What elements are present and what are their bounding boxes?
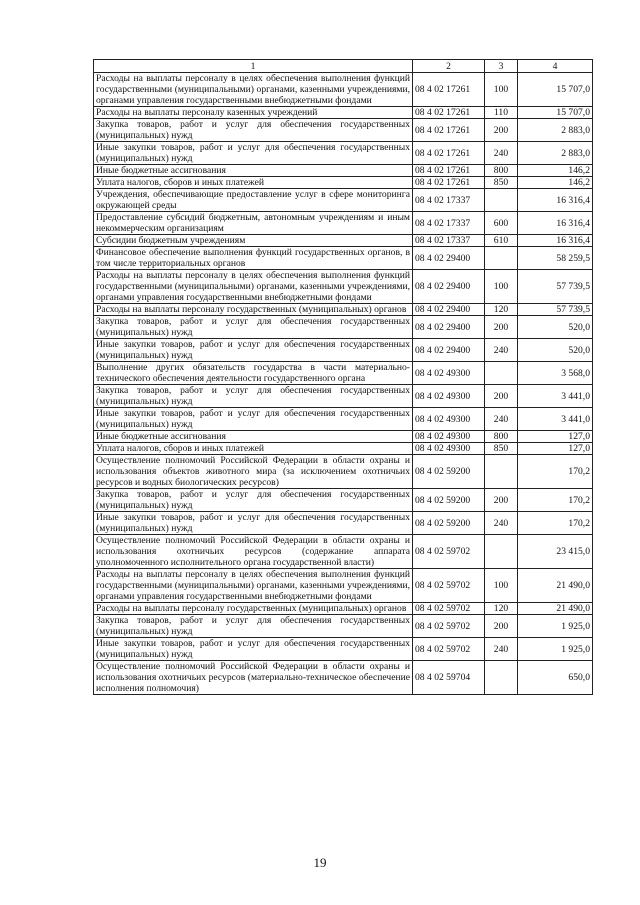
row-expense-type (485, 661, 518, 695)
row-description: Расходы на выплаты персоналу казенных учреждений (94, 107, 413, 119)
row-code: 08 4 02 17261 (413, 142, 485, 165)
row-code: 08 4 02 29400 (413, 247, 485, 270)
row-description: Расходы на выплаты персоналу государственных (муниципальных) органов (94, 603, 413, 615)
row-amount: 2 883,0 (518, 142, 593, 165)
row-amount: 57 739,5 (518, 304, 593, 316)
row-amount: 57 739,5 (518, 270, 593, 304)
row-expense-type: 240 (485, 408, 518, 431)
row-amount: 3 441,0 (518, 408, 593, 431)
row-expense-type: 600 (485, 212, 518, 235)
row-description: Иные закупки товаров, работ и услуг для обеспечения государственных (муниципальных) нужд (94, 512, 413, 535)
row-description: Выполнение других обязательств государства в части материально-технического обеспечения деятельности государственного органа (94, 362, 413, 385)
row-code: 08 4 02 49300 (413, 385, 485, 408)
table-row (94, 385, 593, 408)
table-row (94, 212, 593, 235)
row-description: Уплата налогов, сборов и иных платежей (94, 443, 413, 455)
table-row (94, 165, 593, 177)
row-description: Закупка товаров, работ и услуг для обеспечения государственных (муниципальных) нужд (94, 316, 413, 339)
table-row (94, 316, 593, 339)
column-header: 1 (94, 60, 413, 73)
table-row (94, 119, 593, 142)
row-code: 08 4 02 59702 (413, 603, 485, 615)
row-description: Закупка товаров, работ и услуг для обеспечения государственных (муниципальных) нужд (94, 385, 413, 408)
row-description: Осуществление полномочий Российской Федерации в области охраны и использования охотничьих ресурсов (материально-техническое обеспечение исполнения полномочия) (94, 661, 413, 695)
table-row (94, 569, 593, 603)
row-description: Иные закупки товаров, работ и услуг для обеспечения государственных (муниципальных) нужд (94, 339, 413, 362)
table-row (94, 235, 593, 247)
table-row (94, 489, 593, 512)
row-code: 08 4 02 59702 (413, 638, 485, 661)
table-row (94, 408, 593, 431)
row-code: 08 4 02 59702 (413, 535, 485, 569)
row-expense-type: 800 (485, 431, 518, 443)
row-description: Осуществление полномочий Российской Федерации в области охраны и использования охотничьих ресурсов (содержание аппарата уполномоченного исполнительного органа государственной власти) (94, 535, 413, 569)
row-description: Расходы на выплаты персоналу в целях обеспечения выполнения функций государственными (муниципальными) органами, казенными учреждениями, органами управления государственными внебюджетными фондами (94, 73, 413, 107)
row-amount: 16 316,4 (518, 189, 593, 212)
row-amount: 146,2 (518, 177, 593, 189)
row-expense-type: 100 (485, 569, 518, 603)
row-amount: 170,2 (518, 489, 593, 512)
table-row (94, 142, 593, 165)
row-expense-type (485, 189, 518, 212)
table-row (94, 270, 593, 304)
row-code: 08 4 02 29400 (413, 339, 485, 362)
row-code: 08 4 02 29400 (413, 304, 485, 316)
row-description: Иные закупки товаров, работ и услуг для обеспечения государственных (муниципальных) нужд (94, 638, 413, 661)
row-amount: 16 316,4 (518, 212, 593, 235)
row-amount: 520,0 (518, 339, 593, 362)
row-expense-type: 200 (485, 615, 518, 638)
table-header-row (94, 60, 593, 73)
row-expense-type: 240 (485, 339, 518, 362)
row-code: 08 4 02 17261 (413, 73, 485, 107)
row-description: Иные бюджетные ассигнования (94, 431, 413, 443)
row-expense-type: 120 (485, 603, 518, 615)
row-code: 08 4 02 59200 (413, 455, 485, 489)
row-amount: 15 707,0 (518, 107, 593, 119)
row-description: Закупка товаров, работ и услуг для обеспечения государственных (муниципальных) нужд (94, 489, 413, 512)
row-expense-type: 100 (485, 270, 518, 304)
table-row (94, 339, 593, 362)
row-code: 08 4 02 49300 (413, 362, 485, 385)
row-code: 08 4 02 49300 (413, 443, 485, 455)
table-row (94, 535, 593, 569)
row-code: 08 4 02 59704 (413, 661, 485, 695)
table-row (94, 455, 593, 489)
row-description: Иные бюджетные ассигнования (94, 165, 413, 177)
row-description: Иные закупки товаров, работ и услуг для обеспечения государственных (муниципальных) нужд (94, 142, 413, 165)
table-row (94, 512, 593, 535)
row-amount: 146,2 (518, 165, 593, 177)
row-code: 08 4 02 29400 (413, 316, 485, 339)
row-code: 08 4 02 49300 (413, 431, 485, 443)
row-expense-type: 610 (485, 235, 518, 247)
row-code: 08 4 02 59200 (413, 512, 485, 535)
table-row (94, 638, 593, 661)
row-description: Осуществление полномочий Российской Федерации в области охраны и использования объектов животного мира (за исключением охотничьих ресурсов и водных биологических ресурсов) (94, 455, 413, 489)
table-row (94, 107, 593, 119)
row-description: Расходы на выплаты персоналу государственных (муниципальных) органов (94, 304, 413, 316)
row-code: 08 4 02 17261 (413, 107, 485, 119)
row-code: 08 4 02 17261 (413, 119, 485, 142)
column-header: 2 (413, 60, 485, 73)
table-row (94, 247, 593, 270)
table-row (94, 443, 593, 455)
row-code: 08 4 02 17261 (413, 165, 485, 177)
row-expense-type: 240 (485, 638, 518, 661)
row-amount: 650,0 (518, 661, 593, 695)
row-expense-type: 200 (485, 119, 518, 142)
row-expense-type: 240 (485, 512, 518, 535)
table-body (94, 73, 593, 695)
row-description: Расходы на выплаты персоналу в целях обеспечения выполнения функций государственными (муниципальными) органами, казенными учреждениями, органами управления государственными внебюджетными фондами (94, 270, 413, 304)
table-row (94, 73, 593, 107)
row-expense-type: 240 (485, 142, 518, 165)
page-number: 19 (313, 855, 327, 870)
row-expense-type: 120 (485, 304, 518, 316)
table-row (94, 603, 593, 615)
row-expense-type (485, 247, 518, 270)
row-code: 08 4 02 17337 (413, 212, 485, 235)
row-amount: 3 441,0 (518, 385, 593, 408)
row-code: 08 4 02 17337 (413, 189, 485, 212)
row-code: 08 4 02 29400 (413, 270, 485, 304)
row-amount: 16 316,4 (518, 235, 593, 247)
table-row (94, 304, 593, 316)
row-code: 08 4 02 49300 (413, 408, 485, 431)
row-amount: 58 259,5 (518, 247, 593, 270)
row-amount: 170,2 (518, 512, 593, 535)
row-description: Субсидии бюджетным учреждениям (94, 235, 413, 247)
row-expense-type: 850 (485, 443, 518, 455)
row-expense-type (485, 455, 518, 489)
row-amount: 170,2 (518, 455, 593, 489)
row-expense-type: 850 (485, 177, 518, 189)
row-expense-type: 800 (485, 165, 518, 177)
column-header: 3 (485, 60, 518, 73)
row-amount: 520,0 (518, 316, 593, 339)
column-header: 4 (518, 60, 593, 73)
row-description: Закупка товаров, работ и услуг для обеспечения государственных (муниципальных) нужд (94, 119, 413, 142)
table-row (94, 431, 593, 443)
row-code: 08 4 02 17261 (413, 177, 485, 189)
row-description: Предоставление субсидий бюджетным, автономным учреждениям и иным некоммерческим организациям (94, 212, 413, 235)
row-description: Расходы на выплаты персоналу в целях обеспечения выполнения функций государственными (муниципальными) органами, казенными учреждениями, органами управления государственными внебюджетными фондами (94, 569, 413, 603)
row-expense-type: 200 (485, 489, 518, 512)
budget-table (93, 59, 593, 695)
row-expense-type: 200 (485, 316, 518, 339)
table-row (94, 177, 593, 189)
row-amount: 3 568,0 (518, 362, 593, 385)
row-code: 08 4 02 59200 (413, 489, 485, 512)
row-description: Уплата налогов, сборов и иных платежей (94, 177, 413, 189)
row-amount: 127,0 (518, 443, 593, 455)
row-expense-type (485, 535, 518, 569)
row-amount: 23 415,0 (518, 535, 593, 569)
row-code: 08 4 02 59702 (413, 615, 485, 638)
row-amount: 21 490,0 (518, 569, 593, 603)
row-description: Закупка товаров, работ и услуг для обеспечения государственных (муниципальных) нужд (94, 615, 413, 638)
table-row (94, 362, 593, 385)
row-expense-type: 100 (485, 73, 518, 107)
row-description: Финансовое обеспечение выполнения функций государственных органов, в том числе территориальных органов (94, 247, 413, 270)
table-row (94, 615, 593, 638)
row-amount: 15 707,0 (518, 73, 593, 107)
row-expense-type: 110 (485, 107, 518, 119)
row-amount: 1 925,0 (518, 615, 593, 638)
row-amount: 127,0 (518, 431, 593, 443)
row-expense-type: 200 (485, 385, 518, 408)
row-code: 08 4 02 59702 (413, 569, 485, 603)
row-code: 08 4 02 17337 (413, 235, 485, 247)
table-row (94, 661, 593, 695)
row-amount: 21 490,0 (518, 603, 593, 615)
table-row (94, 189, 593, 212)
row-amount: 1 925,0 (518, 638, 593, 661)
row-expense-type (485, 362, 518, 385)
row-amount: 2 883,0 (518, 119, 593, 142)
row-description: Иные закупки товаров, работ и услуг для обеспечения государственных (муниципальных) нужд (94, 408, 413, 431)
row-description: Учреждения, обеспечивающие предоставление услуг в сфере мониторинга окружающей среды (94, 189, 413, 212)
